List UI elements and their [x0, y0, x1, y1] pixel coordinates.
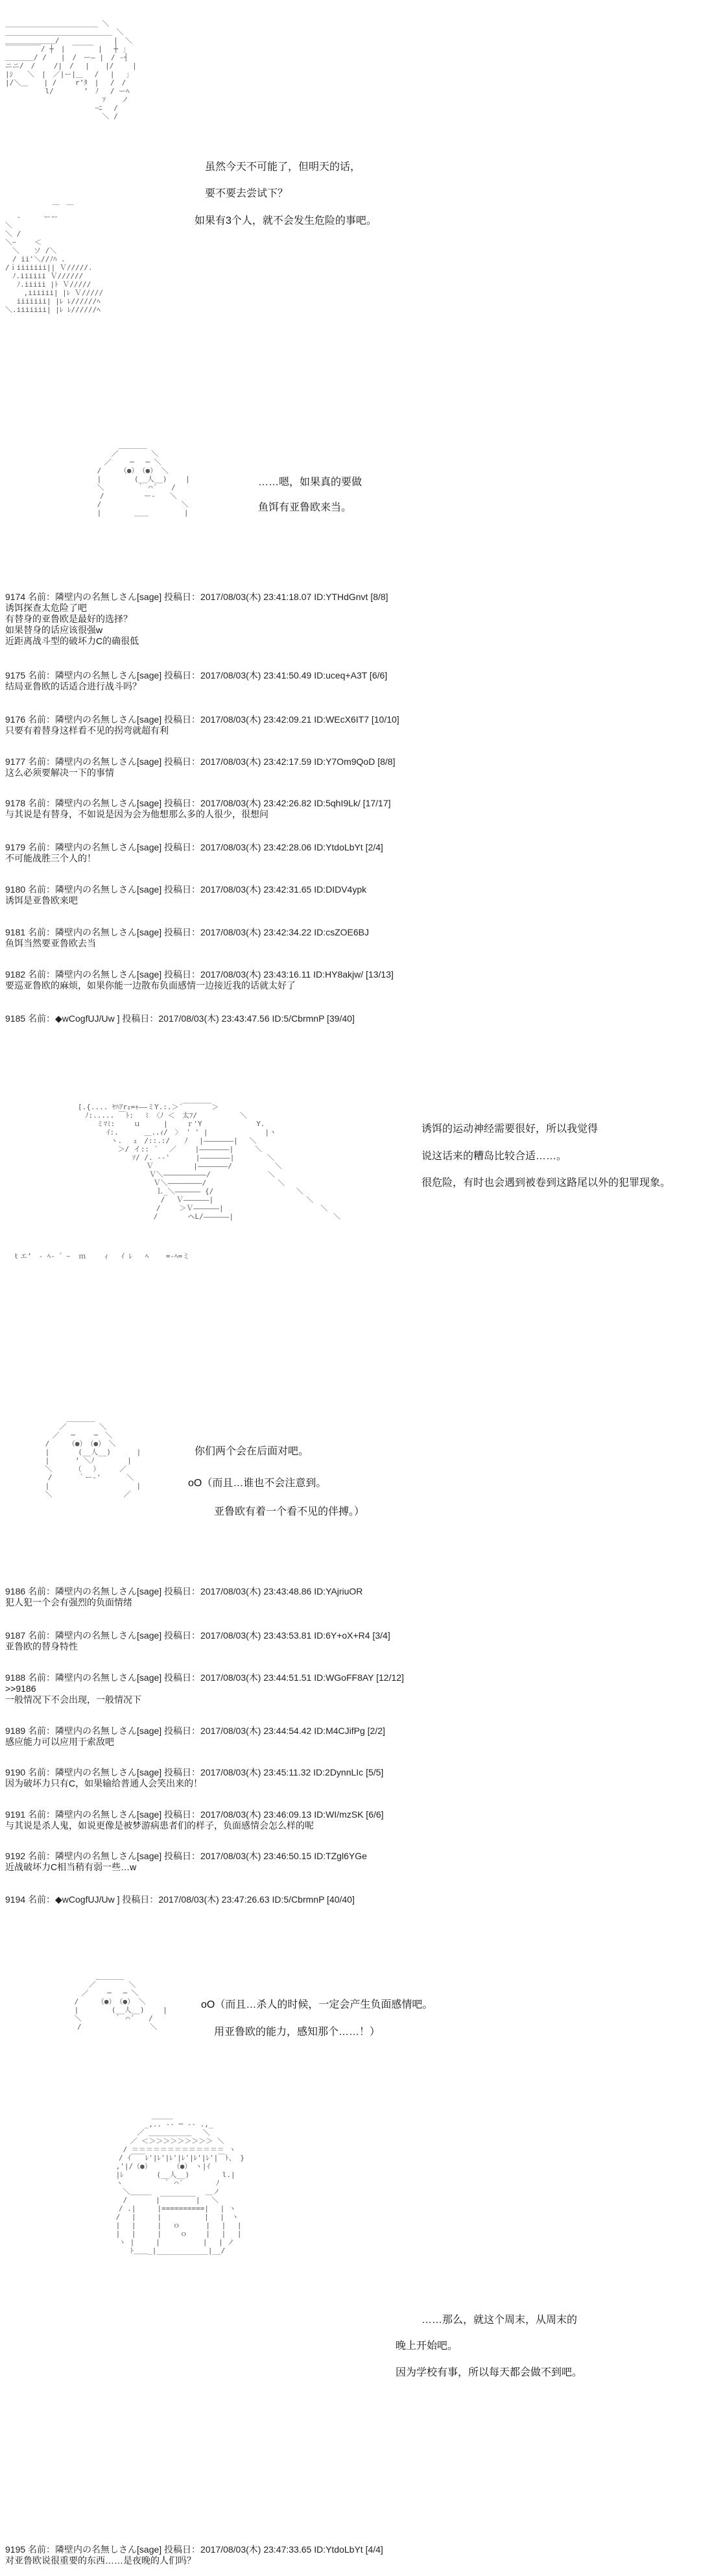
post-9175 [5, 670, 706, 692]
post-9178 [5, 798, 706, 820]
dialogue-panel-1-line-3: 如果有3个人，就不会发生危险的事吧。 [195, 215, 377, 226]
post-9191 [5, 1809, 706, 1831]
post-9190 [5, 1767, 706, 1789]
post-body-line: 这么必须要解决一下的事情 [5, 767, 114, 778]
post-9188 [5, 1672, 706, 1705]
post-header: 9180 名前：隣壁内の名無しさん[sage] 投稿日：2017/08/03(木) 23:42:31.65 ID:DIDV4ypk [5, 884, 367, 895]
dialogue-panel-3-line-2: 说这话来的糟岛比较合适……。 [421, 1151, 567, 1162]
post-9179 [5, 842, 706, 864]
post-body-line: 如果替身的话应该很强w [5, 625, 103, 635]
post-header: 9174 名前：隣壁内の名無しさん[sage] 投稿日：2017/08/03(木) 23:41:18.07 ID:YTHdGnvt [8/8] [5, 592, 388, 602]
dialogue-panel-3-line-1: 诱饵的运动神经需要很好，所以我觉得 [421, 1124, 599, 1135]
post-body-line: 与其说是杀人鬼，如说更像是被梦游病患者们的样子，负面感情会怎么样的呢 [5, 1820, 314, 1831]
post-9186 [5, 1586, 706, 1608]
post-body-line: 诱饵是亚鲁欧来吧 [5, 895, 78, 906]
dialogue-panel-2-line-2: 鱼饵有亚鲁欧来当。 [258, 502, 352, 513]
post-9192 [5, 1851, 706, 1873]
dialogue-panel-6-line-3: 因为学校有事，所以每天都会做不到吧。 [396, 2367, 583, 2378]
post-body-line: 近距离战斗型的破坏力C的确很低 [5, 636, 139, 646]
post-header: 9187 名前：隣壁内の名無しさん[sage] 投稿日：2017/08/03(木) 23:43:53.81 ID:6Y+oX+R4 [3/4] [5, 1630, 390, 1641]
post-header: 9192 名前：隣壁内の名無しさん[sage] 投稿日：2017/08/03(木) 23:46:50.15 ID:TZgl6YGe [5, 1851, 367, 1861]
post-header: 9182 名前：隣壁内の名無しさん[sage] 投稿日：2017/08/03(木) 23:43:16.11 ID:HY8akjw/ [13/13] [5, 969, 394, 980]
dialogue-panel-1-line-2: 要不要去尝试下？ [205, 188, 289, 199]
post-body-line: 有替身的亚鲁欧是最好的选择？ [5, 614, 132, 624]
post-header: 9189 名前：隣壁内の名無しさん[sage] 投稿日：2017/08/03(木) 23:44:54.42 ID:M4CJifPg [2/2] [5, 1726, 385, 1736]
post-9189 [5, 1726, 706, 1748]
post-body-line: 一般情况下不会出现，一般情况下 [5, 1694, 141, 1705]
ascii-art-figure-1-lower: ￣ ￣ ‐ ーー ＼ ＼ / ＼ｰ ＜ ＼ ソ /＼ / ii'＼//ﾉﾊ . /ｉiiiiiii|| Ｖ/////. ﾉ.iiiiii Ｖ////// ﾉ.iiiii |ﾄ Ｖ///// ,iiiiii| |ﾚ Ｖ///// iiiiiii| |ﾚ ﾚ//////ﾍ ＼.iiiiiii| |ﾚ ﾚ//////ﾍ [5, 204, 104, 314]
post-9187 [5, 1630, 706, 1652]
post-9181 [5, 927, 706, 949]
post-body-line: 感应能力可以应用于索敌吧 [5, 1737, 114, 1747]
post-body-line: 结局亚鲁欧的话适合进行战斗吗？ [5, 681, 141, 692]
post-body-line: 与其说是有替身，不如说是因为会为他想那么多的人很少，很想问 [5, 809, 268, 819]
post-header: 9191 名前：隣壁内の名無しさん[sage] 投稿日：2017/08/03(木) 23:46:09.13 ID:WI/mzSK [6/6] [5, 1809, 384, 1820]
post-header: 9177 名前：隣壁内の名無しさん[sage] 投稿日：2017/08/03(木) 23:42:17.59 ID:Y7Om9QoD [8/8] [5, 756, 396, 767]
ascii-art-figure-6: ＿＿＿ _,.. -‐ ─ ‐- .,_ ／ ＿＿＿＿＿＿ ＼ ／ ＜＞＞＞＞＞＞＞＞＞ ＼ / ＝＝＝＝＝＝＝＝＝＝＝＝＝ ヽ / ｲ￣￣ﾚ'|ﾚ'|ﾚ'|ﾚ'|ﾚ'|ﾚ'|￣ﾄ、 } ,'|/（●） （●） ヽ|ｲ |ﾚ (__人__) l.| ヽ ｀ ⌒´ ﾉ ＼＿＿＿ ＿ノ / |￣￣￣￣￣| ＼ / .| |==========| | ヽ / | | | | ヽ | | | ｏ | | | | | | ｏ | | | ヽ | | | | ノ ﾄ＿＿_|____________|__/ [115, 2112, 244, 2255]
post-header: 9190 名前：隣壁内の名無しさん[sage] 投稿日：2017/08/03(木) 23:45:11.32 ID:2DynnLIc [5/5] [5, 1767, 384, 1777]
post-body-line: 近战破坏力C相当稍有弱一些…w [5, 1862, 137, 1872]
post-body-line: 鱼饵当然要亚鲁欧去当 [5, 938, 96, 948]
post-body-line: 犯人犯一个会有强烈的负面情绪 [5, 1597, 132, 1607]
post-header: 9179 名前：隣壁内の名無しさん[sage] 投稿日：2017/08/03(木) 23:42:28.06 ID:YtdoLbYt [2/4] [5, 842, 383, 852]
dialogue-panel-6-line-2: 晚上开始吧。 [396, 2341, 458, 2352]
post-header: 9188 名前：隣壁内の名無しさん[sage] 投稿日：2017/08/03(木) 23:44:51.51 ID:WGoFF8AY [12/12] [5, 1672, 404, 1683]
post-body-line: 要巡亚鲁欧的麻烦，如果你能一边散布负面感情一边接近我的话就太好了 [5, 980, 296, 991]
post-body-line: 对亚鲁欧说很重要的东西……是夜晚的人们吗？ [5, 2555, 196, 2566]
post-header: 9181 名前：隣壁内の名無しさん[sage] 投稿日：2017/08/03(木) 23:42:34.22 ID:csZOE6BJ [5, 927, 369, 937]
post-body-line: 只要有着替身这样看不见的拐弯就超有利 [5, 725, 169, 736]
post-9176 [5, 714, 706, 736]
post-9194 [5, 1894, 706, 1905]
ascii-art-yaruo-face-1: ＿＿＿＿ ／ ＼ ／ ─ ─ ＼ / （●） （●） ＼ | (__人__) | ＼ ｀ ⌒´ / / ー‐ ＼ / ＼ | ＿＿ | [97, 441, 190, 517]
post-body-line: 诱饵探查太危险了吧 [5, 603, 87, 613]
post-header: 9186 名前：隣壁内の名無しさん[sage] 投稿日：2017/08/03(木) 23:43:48.86 ID:YAjriuOR [5, 1586, 363, 1596]
post-9195 [5, 2544, 706, 2566]
ascii-art-footer-line: ｔエ’ ‐ ﾍ‐ ゛ｰ ｍ ｨ ｲ ﾚ ﾍ =-ﾍ=ミ [13, 1252, 190, 1260]
dialogue-panel-2-line-1: ……嗯，如果真的要做 [258, 477, 362, 488]
post-header: 9185 名前：◆wCogfUJ/Uw ] 投稿日：2017/08/03(木) 23:43:47.56 ID:5/CbrmnP [39/40] [5, 1013, 355, 1024]
dialogue-panel-4-line-2: oO（而且…谁也不会注意到。 [188, 1478, 327, 1489]
dialogue-panel-3-line-3: 很危险，有时也会遇到被卷到这路尾以外的犯罪现象。 [421, 1177, 671, 1188]
post-body-line: 不可能战胜三个人的！ [5, 853, 96, 863]
post-body-line: 亚鲁欧的替身特性 [5, 1641, 78, 1652]
post-9182 [5, 969, 706, 991]
post-header: 9178 名前：隣壁内の名無しさん[sage] 投稿日：2017/08/03(木) 23:42:26.82 ID:5qhI9Lk/ [17/17] [5, 798, 391, 808]
dialogue-panel-4-line-1: 你们两个会在后面对吧。 [195, 1446, 309, 1457]
post-header: 9194 名前：◆wCogfUJ/Uw ] 投稿日：2017/08/03(木) 23:47:26.63 ID:5/CbrmnP [40/40] [5, 1894, 355, 1905]
dialogue-panel-4-line-3: 亚鲁欧有着一个看不见的伴搏。） [214, 1506, 365, 1517]
post-9177 [5, 756, 706, 778]
dialogue-panel-1-line-1: 虽然今天不可能了，但明天的话， [205, 162, 361, 173]
ascii-art-yaruo-face-3: ＿＿＿＿ ／ ＼ ／ ─ ─ ＼ / （●） （●） ＼ | (__人__) | ＼ ｀ ⌒´ / / ＼ [74, 1972, 167, 2031]
ascii-art-figure-1: ＿＿＿＿＿＿＿＿＿＿＿＿＿ ＼ ＿＿＿＿＿＿＿＿＿＿＿＿＿＿＿ ＼ ＿＿＿＿＿＿＿/ | ＼ ￣￣￣￣￣/ ┼ | ￣￣￣ | ┼ ｣ ＿＿＿＿/ / | / ー― | / ‐┤ ニニ/ / /| / | |/ | |ｼ ＼ | ／|ー|＿ / | ｣ |/＼＿ | / r’ﾀ | / / l/ ’ ﾉ / ーﾍ ｿ ノ ｰﾆ / ＼ / [5, 19, 137, 121]
post-body-line: >>9186 [5, 1683, 36, 1694]
dialogue-panel-5-line-2: 用亚鲁欧的能力，感知那个……！） [214, 2027, 381, 2038]
post-9185 [5, 1013, 706, 1024]
post-body-line: 因为破坏力只有C，如果输给普通人会笑出来的！ [5, 1778, 203, 1788]
post-header: 9195 名前：隣壁内の名無しさん[sage] 投稿日：2017/08/03(木) 23:47:33.65 ID:YtdoLbYt [4/4] [5, 2544, 383, 2555]
post-header: 9176 名前：隣壁内の名無しさん[sage] 投稿日：2017/08/03(木) 23:42:09.21 ID:WEcX6IT7 [10/10] [5, 714, 399, 725]
dialogue-panel-6-line-1: ……那么，就这个周末，从周末的 [421, 2315, 578, 2326]
ascii-art-yaruo-face-2: ＿＿＿＿ ／ ＼ ／ ─ ─ ＼ / （●） （●） ＼ | (__人__) | | ‘ ＼ﾉ | ＼ （ ） ／ / ｀ー‐' ＼ | | ＼ ／ [45, 1414, 141, 1499]
ascii-art-crowd-scene: [.{.... ﾔﾊｱrｪ=ｬ――ミY.:.＞´￣￣￣￣＞ ﾉ:..... ￣ﾄ: ﾐ 〈ﾉ ＜ 太ﾌ/ ＼ ミﾏﾐ: ｕ | ｒ'Y Y. ｲ:. ＿..ｨ/ 〉 ' ' | |ヽ ヽ. ｪ /::.:/ ﾉ |―――――――| ＼ ＞/ イ:: ´ ／ |―――――――| ＼ ｿ/ /. ‐‐' |―――――――| ＼ Ｖ |―――――――/ ＼ Ｖ＼――――――――――/ ＼ Ｖ＼――――――――/ ＼ Ｌ_＼―――――― {/ ＼ / Ｖ――――――| ＼ / ＞Ｖ――――――| ＼ / ヘL/――――――| ＼ [78, 1103, 341, 1221]
post-9180 [5, 884, 706, 906]
post-9174 [5, 592, 706, 647]
post-header: 9175 名前：隣壁内の名無しさん[sage] 投稿日：2017/08/03(木) 23:41:50.49 ID:uceq+A3T [6/6] [5, 670, 388, 680]
dialogue-panel-5-line-1: oO（而且…杀人的时候，一定会产生负面感情吧。 [201, 1999, 433, 2010]
